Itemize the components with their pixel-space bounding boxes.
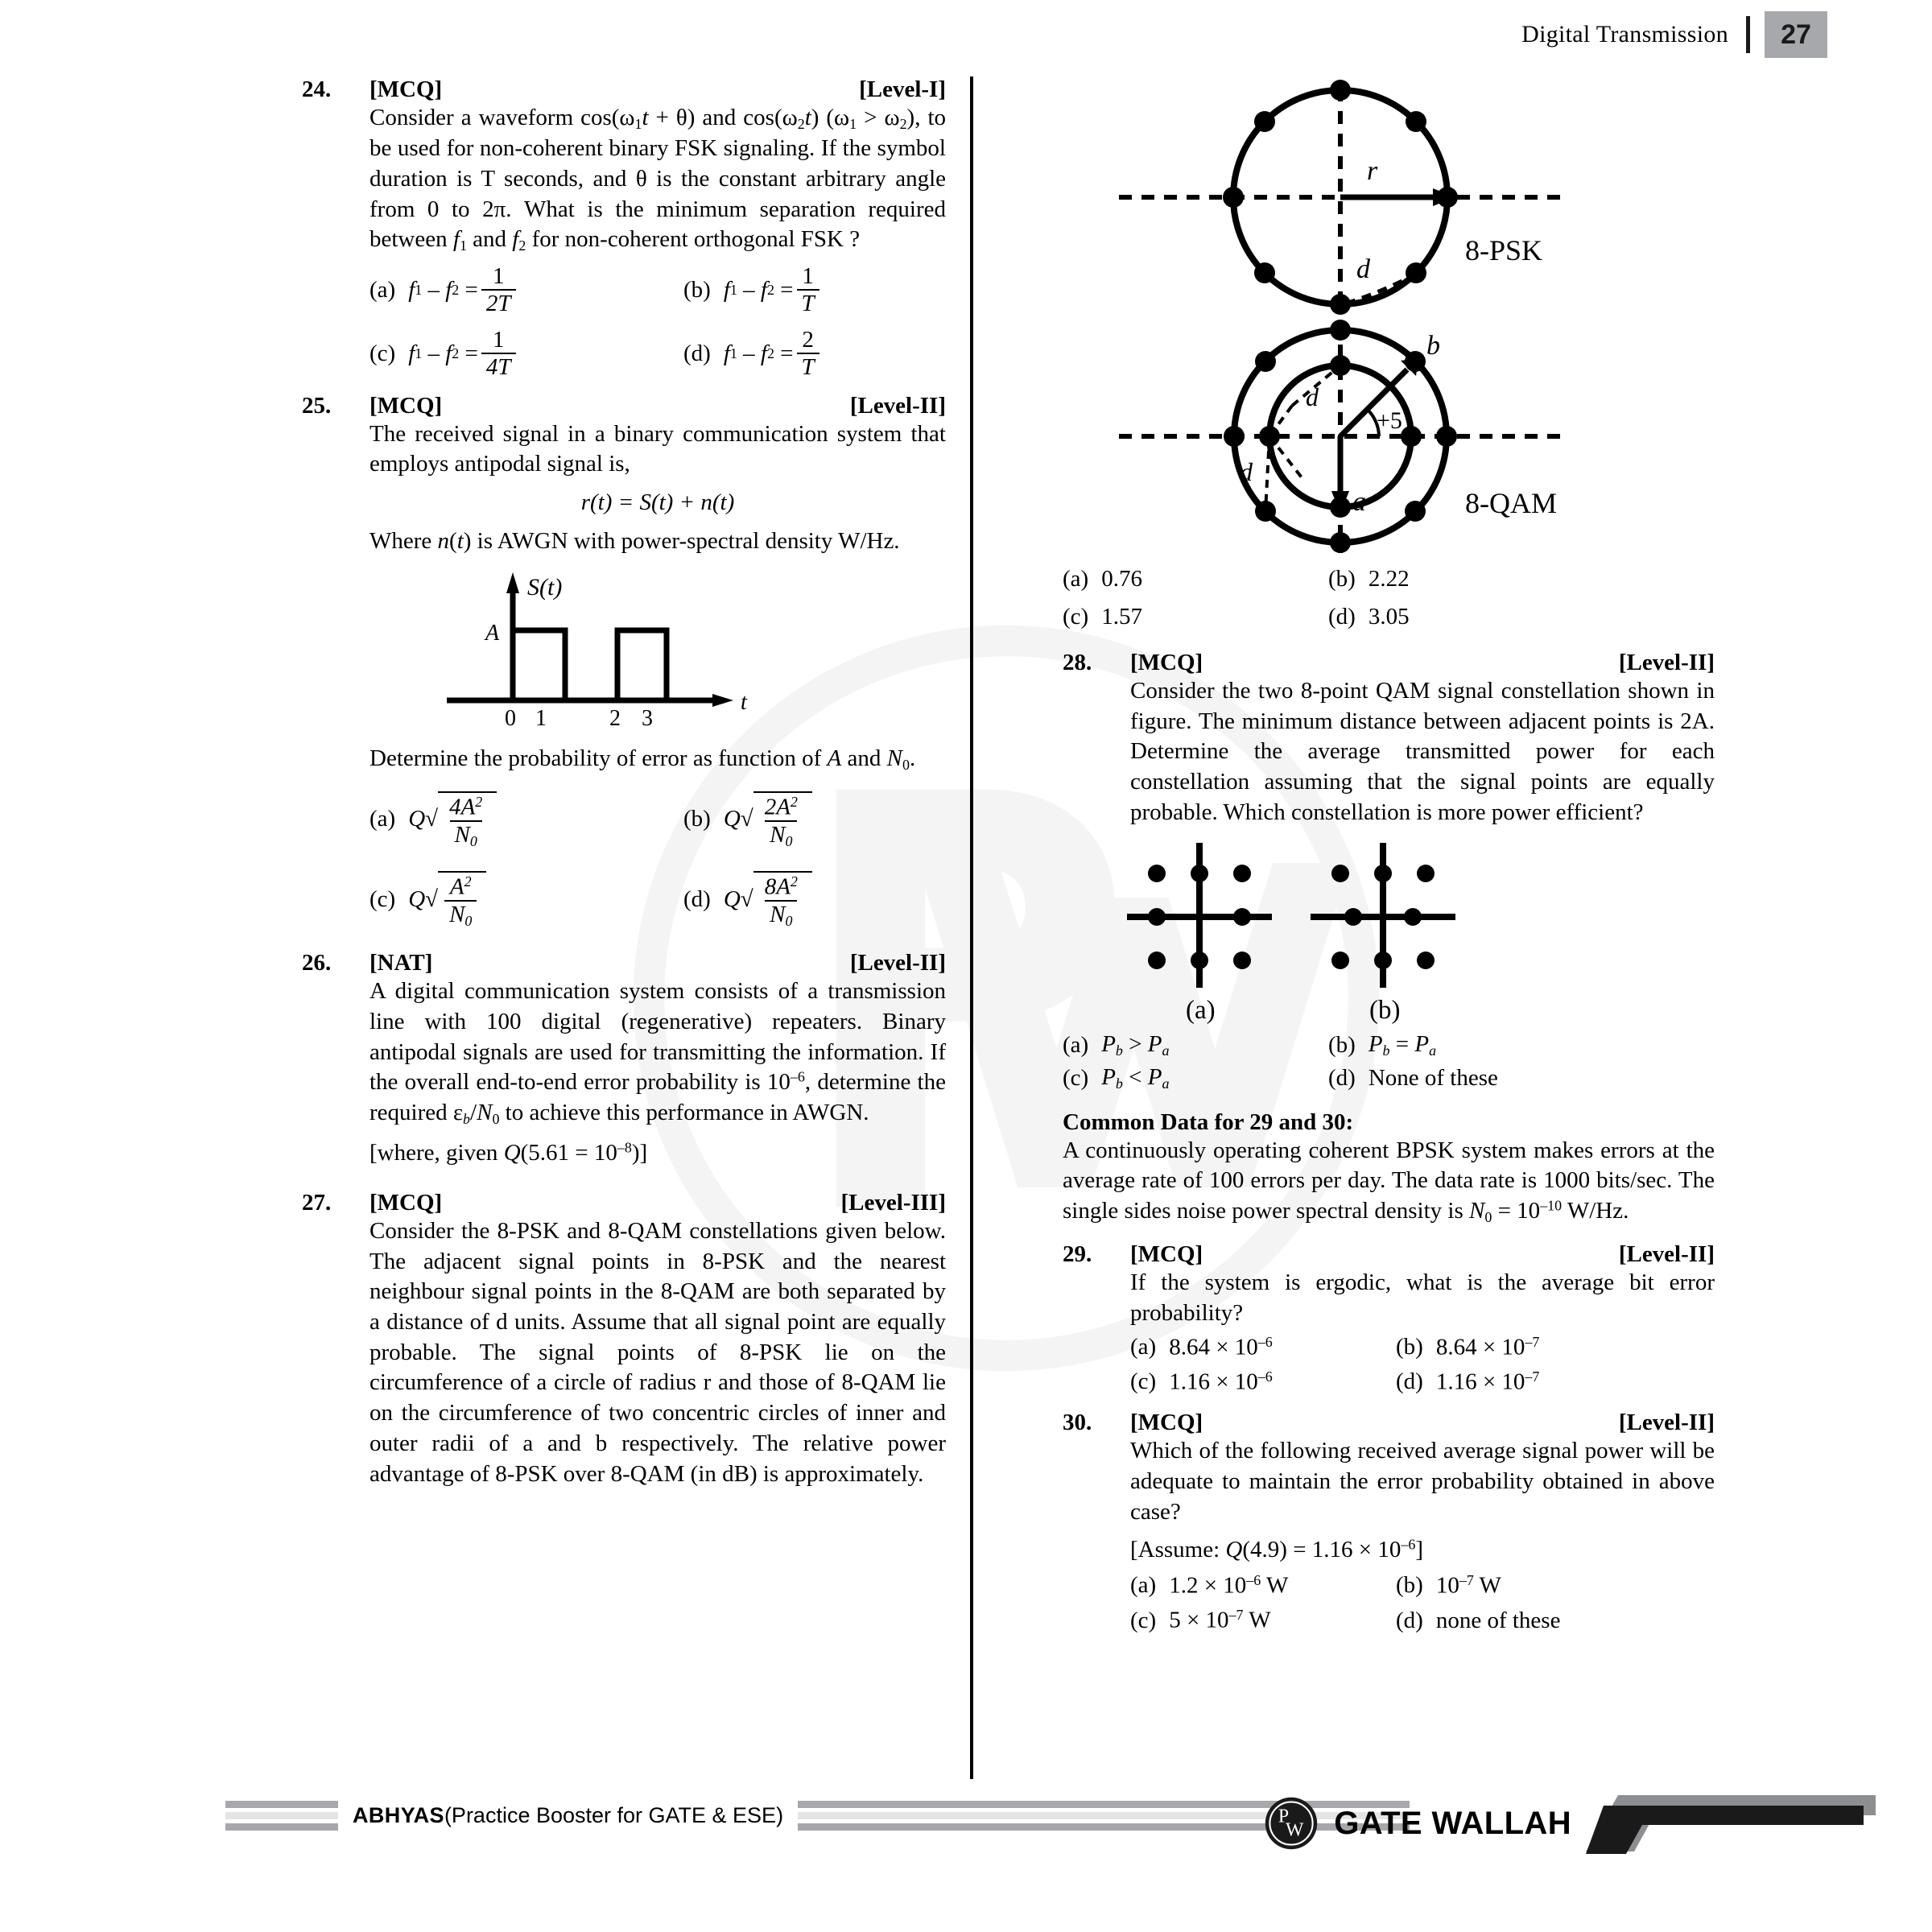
footer-text	[353, 1803, 783, 1828]
option-c-value: 1.57	[1101, 604, 1142, 630]
footer-bar	[225, 1801, 338, 1808]
distance-label-lower: d	[1240, 457, 1253, 486]
option-a-label: (a)	[1063, 566, 1089, 592]
question-25-level: [Level-II]	[849, 392, 946, 419]
option-d-value	[1436, 1368, 1540, 1395]
angle-label: +5	[1377, 407, 1402, 434]
gate-wallah-logo-group	[1263, 1791, 1876, 1856]
option-b-value: 2.22	[1368, 566, 1410, 592]
option-c[interactable]	[1130, 1368, 1396, 1395]
option-d-value: None of these	[1368, 1065, 1498, 1092]
option-c-unit: W	[1243, 1607, 1271, 1633]
q-function: Q	[408, 806, 426, 832]
question-25-line1: The received signal in a binary communication system that employs antipodal signal is,	[369, 420, 946, 477]
option-b-mantissa: 8.64 × 10	[1435, 1334, 1525, 1360]
psk-caption: 8-PSK	[1465, 234, 1543, 266]
option-a-mantissa: 1.2 × 10	[1169, 1572, 1247, 1599]
option-b[interactable]	[683, 790, 946, 849]
option-c[interactable]	[369, 328, 683, 380]
option-a-denominator: 2T	[481, 289, 516, 316]
option-c-label: (c)	[1063, 604, 1089, 630]
option-a-unit: W	[1261, 1572, 1289, 1599]
question-28-level: [Level-II]	[1618, 650, 1715, 675]
question-25-tail: Determine the probability of error as function of A and $N_0$.	[369, 745, 916, 774]
option-c-value	[1169, 1607, 1270, 1633]
option-d[interactable]	[1328, 1064, 1715, 1092]
option-d-value: f 1 – f 2 = $\frac{2}{T}$	[724, 328, 823, 380]
question-27-body: Consider the 8-PSK and 8-QAM constellations given below. The adjacent signal points in 8-PSK and the nearest neighbour signal points in the 8-QAM are both separated by a distance of d units. Assume that all signal point are equally probable. The signal points of 8-PSK lie on the circumference of a circle of radius r and those of 8-QAM lie on the circumference of two concentric circles of inner and outer radii of a and b respectively. The relative power advantage of 8-PSK over 8-QAM (in dB) is approximately.	[369, 1218, 946, 1487]
option-b-mantissa: 10	[1435, 1572, 1459, 1599]
question-30	[1063, 1410, 1715, 1633]
distance-label-upper: d	[1306, 382, 1319, 411]
option-c[interactable]	[1130, 1607, 1396, 1633]
option-a-label: (a)	[1130, 1333, 1157, 1360]
question-29-body: If the system is ergodic, what is the average bit error probability?	[1130, 1269, 1715, 1326]
question-24-number: 24.	[302, 76, 332, 102]
y-axis-label: S(t)	[527, 574, 563, 601]
option-d[interactable]	[1328, 604, 1715, 630]
question-24-header	[302, 76, 946, 103]
option-b-value: f 1 – f 2 = $\frac{1}{T}$	[724, 264, 823, 316]
option-c-label: (c)	[1130, 1368, 1157, 1395]
option-a[interactable]	[1063, 566, 1328, 592]
option-c[interactable]	[1063, 604, 1328, 630]
question-25-type: [MCQ]	[369, 392, 443, 419]
option-a-value: Q √ $\frac{4A^2}{N_0}$	[408, 790, 497, 849]
question-24	[302, 76, 946, 380]
svg-text:W: W	[1286, 1819, 1304, 1841]
option-d-label: (d)	[1396, 1607, 1423, 1633]
option-a[interactable]	[369, 790, 683, 849]
question-29-options	[1130, 1334, 1715, 1396]
option-a-exponent: –6	[1257, 1333, 1273, 1350]
option-b[interactable]	[1328, 566, 1715, 592]
question-30-header	[1063, 1410, 1715, 1436]
option-a-label: (a)	[369, 806, 396, 832]
option-a-label: (a)	[1130, 1572, 1157, 1599]
option-a-value	[1169, 1334, 1273, 1360]
option-d-value: Q √ $\frac{8A^2}{N_0}$	[724, 869, 812, 929]
option-d-label: (d)	[1328, 604, 1356, 630]
option-a-value: f 1 – f 2 = $\frac{1}{2T}$	[408, 264, 518, 316]
header-divider	[1746, 16, 1750, 53]
question-26-header	[302, 950, 946, 976]
option-c[interactable]	[1063, 1064, 1328, 1092]
option-d-value: none of these	[1435, 1607, 1561, 1633]
option-a-numerator: 1	[492, 262, 505, 289]
option-a[interactable]	[1130, 1334, 1396, 1360]
question-29-type: [MCQ]	[1130, 1241, 1203, 1268]
question-24-body: Consider a waveform $\cos(\omega_1t + \theta)$ and $\cos(\omega_2t) (\omega_1 > \omega_2)$, to be used for non-coherent binary FSK signaling. If the symbol duration is T seconds, and θ is the constant arbitrary angle from 0 to 2π. What is the minimum separation required between $f_1$ and $f_2$ for non-coherent orthogonal FSK ?	[369, 105, 946, 254]
column-divider	[970, 76, 973, 1779]
tick-1: 1	[535, 706, 547, 729]
question-25-header	[302, 393, 946, 419]
option-d-label: (d)	[1328, 1065, 1356, 1092]
inner-radius-label: a	[1352, 487, 1366, 517]
left-column	[302, 76, 946, 1492]
svg-text:P: P	[1278, 1806, 1290, 1827]
option-b[interactable]	[683, 264, 946, 316]
question-25-equation: r(t) = S(t) + n(t)	[580, 489, 735, 515]
option-d[interactable]	[683, 328, 946, 380]
footer-bar	[225, 1823, 338, 1831]
question-29-level: [Level-II]	[1618, 1241, 1715, 1268]
gate-wallah-label: GATE WALLAH	[1334, 1805, 1571, 1841]
option-c-mantissa: 5 × 10	[1169, 1607, 1229, 1633]
option-c-label: (c)	[1063, 1065, 1089, 1092]
constellation-b-caption: (b)	[1369, 996, 1401, 1025]
option-b-exponent: –7	[1525, 1333, 1540, 1350]
qam-constellation-figure	[1111, 316, 1715, 561]
option-b[interactable]	[1396, 1334, 1715, 1360]
signal-waveform-figure	[423, 568, 946, 733]
radius-label: r	[1367, 156, 1378, 186]
footer-brand: ABHYAS	[353, 1803, 444, 1827]
q-function: Q	[408, 886, 426, 912]
option-d[interactable]	[1396, 1607, 1715, 1633]
option-d[interactable]	[683, 869, 946, 929]
option-b-label: (b)	[1328, 1032, 1356, 1059]
option-d-label: (d)	[683, 886, 711, 912]
question-27-level: [Level-III]	[840, 1190, 946, 1216]
footer-bar	[225, 1812, 338, 1819]
common-data-block	[1063, 1109, 1715, 1228]
constellation-b	[1311, 843, 1455, 1024]
question-26	[302, 950, 946, 1169]
qam8-constellations-figure	[1111, 839, 1715, 1028]
footer-tagline: (Practice Booster for GATE & ESE)	[444, 1803, 784, 1827]
option-d-exponent: –7	[1525, 1368, 1540, 1385]
option-d-numerator: 2	[802, 326, 814, 353]
option-c-value: $P_b < P_a$	[1101, 1064, 1170, 1092]
option-d[interactable]	[1396, 1368, 1715, 1395]
option-b-numerator: 1	[802, 262, 814, 289]
option-b-denominator: T	[797, 289, 819, 316]
question-25-body: The received signal in a binary communication system that employs antipodal signal is, r(t) = S(t) + n(t) Where n(t) is AWGN with power-spectral density W/Hz.	[369, 420, 946, 554]
distance-label: d	[1356, 254, 1370, 284]
option-a-mantissa: 8.64 × 10	[1169, 1334, 1258, 1360]
question-24-type: [MCQ]	[369, 76, 443, 102]
page-header	[1521, 11, 1827, 58]
option-d-mantissa: 1.16 × 10	[1435, 1368, 1525, 1395]
question-29-number: 29.	[1063, 1241, 1092, 1268]
question-27-type: [MCQ]	[369, 1190, 443, 1216]
pw-logo-icon	[1263, 1795, 1319, 1852]
option-b-label: (b)	[1328, 566, 1356, 592]
question-27	[302, 1190, 946, 1489]
option-c-exponent: –7	[1228, 1607, 1244, 1624]
option-c-label: (c)	[1130, 1607, 1157, 1633]
option-b-label: (b)	[683, 806, 711, 832]
question-26-number: 26.	[302, 950, 332, 976]
question-24-level: [Level-I]	[859, 76, 946, 102]
option-a[interactable]	[1063, 1031, 1328, 1059]
option-b-label: (b)	[1396, 1333, 1423, 1360]
option-d-value: 3.05	[1368, 604, 1410, 630]
option-a-exponent: –6	[1246, 1572, 1261, 1589]
question-28-type: [MCQ]	[1130, 650, 1203, 675]
amplitude-label: A	[485, 621, 500, 646]
option-a-value: $P_b > P_a$	[1101, 1031, 1170, 1059]
question-30-level: [Level-II]	[1618, 1410, 1715, 1436]
option-c[interactable]	[369, 869, 683, 929]
common-data-text: A continuously operating coherent BPSK system makes errors at the average rate of 100 errors per day. The data rate is 1000 bits/sec. The single sides noise power spectral density is $N_0 = 10^{-10}$ W/Hz.	[1063, 1137, 1715, 1225]
question-30-type: [MCQ]	[1130, 1410, 1203, 1436]
option-b-label: (b)	[683, 276, 711, 303]
question-25-options	[369, 790, 946, 929]
option-c-label: (c)	[369, 340, 396, 366]
question-30-number: 30.	[1063, 1410, 1092, 1436]
psk-constellation-figure	[1111, 76, 1715, 322]
question-29-header	[1063, 1241, 1715, 1268]
question-30-options	[1130, 1572, 1715, 1634]
option-c-mantissa: 1.16 × 10	[1169, 1368, 1258, 1395]
option-c-value: Q √ $\frac{A^2}{N_0}$	[408, 869, 486, 929]
page-footer	[0, 1783, 1932, 1932]
footer-swoosh-icon	[1586, 1791, 1876, 1856]
x-axis-label: t	[741, 690, 747, 716]
tick-2: 2	[609, 706, 621, 729]
footer-bars-left	[225, 1801, 338, 1831]
question-28	[1063, 650, 1715, 1093]
option-c-exponent: –6	[1257, 1368, 1273, 1385]
option-b-value: Q √ $\frac{2A^2}{N_0}$	[724, 790, 812, 849]
option-a-value: 0.76	[1101, 566, 1142, 592]
option-b[interactable]	[1328, 1031, 1715, 1059]
option-b-value: $P_b = P_a$	[1368, 1031, 1437, 1059]
option-b-value	[1436, 1334, 1540, 1360]
option-c-value: f 1 – f 2 = $\frac{1}{4T}$	[408, 328, 518, 380]
constellation-a-caption: (a)	[1186, 996, 1216, 1025]
option-d-label: (d)	[1396, 1368, 1423, 1395]
option-b-exponent: –7	[1459, 1572, 1474, 1589]
option-b-label: (b)	[1396, 1572, 1423, 1599]
option-a[interactable]	[1130, 1572, 1396, 1599]
option-c-numerator: 1	[492, 326, 505, 353]
option-a-label: (a)	[369, 276, 396, 303]
question-27-number: 27.	[302, 1190, 332, 1216]
outer-radius-label: b	[1426, 331, 1440, 361]
q-function: Q	[723, 886, 741, 912]
question-25	[302, 393, 946, 930]
constellation-a	[1127, 843, 1272, 1024]
question-24-options	[369, 264, 946, 380]
option-c-label: (c)	[369, 886, 396, 912]
footer-brand-group	[225, 1801, 1410, 1831]
option-a-value	[1169, 1572, 1288, 1599]
question-30-body: Which of the following received average signal power will be adequate to maintain the error probability obtained in above case?	[1130, 1438, 1715, 1525]
tick-0: 0	[505, 706, 516, 729]
option-b[interactable]	[1396, 1572, 1715, 1599]
option-d-label: (d)	[683, 340, 711, 366]
question-28-body: Consider the two 8-point QAM signal constellation shown in figure. The minimum distance between adjacent points is 2A. Determine the average transmitted power for each constellation assuming that the signal points are equally probable. Which constellation is more power efficient?	[1130, 678, 1715, 825]
option-c-value	[1169, 1368, 1273, 1395]
question-29	[1063, 1241, 1715, 1395]
q-function: Q	[723, 806, 741, 832]
option-c-denominator: 4T	[481, 353, 516, 379]
question-26-level: [Level-II]	[849, 950, 946, 976]
header-title: Digital Transmission	[1521, 21, 1728, 47]
option-d-denominator: T	[797, 353, 819, 379]
question-27-options	[1063, 566, 1715, 630]
option-b-unit: W	[1473, 1572, 1501, 1599]
common-data-title: Common Data for 29 and 30:	[1063, 1108, 1354, 1135]
question-25-number: 25.	[302, 392, 332, 419]
qam-caption: 8-QAM	[1465, 487, 1557, 519]
question-28-options	[1063, 1031, 1715, 1092]
page-number-badge: 27	[1765, 11, 1827, 58]
option-a[interactable]	[369, 264, 683, 316]
right-column	[1063, 76, 1715, 1637]
option-a-label: (a)	[1063, 1032, 1089, 1059]
question-26-type: [NAT]	[369, 950, 433, 976]
question-27-header	[302, 1190, 946, 1216]
tick-3: 3	[642, 706, 653, 729]
question-30-note: [Assume: $Q(4.9) = 1.16 \times 10^{-6}$]	[1130, 1537, 1424, 1563]
question-28-header	[1063, 650, 1715, 676]
question-26-body: A digital communication system consists of a transmission line with 100 digital (regenerative) repeaters. Binary antipodal signals are used for transmitting the information. If the overall end-to-end error probability is $10^{-6}$, determine the required $\varepsilon_b/N_0$ to achieve this performance in AWGN. [where, given $Q(5.61 = 10^{-8})$]	[369, 978, 946, 1166]
question-28-number: 28.	[1063, 650, 1092, 675]
option-b-value	[1436, 1572, 1501, 1599]
